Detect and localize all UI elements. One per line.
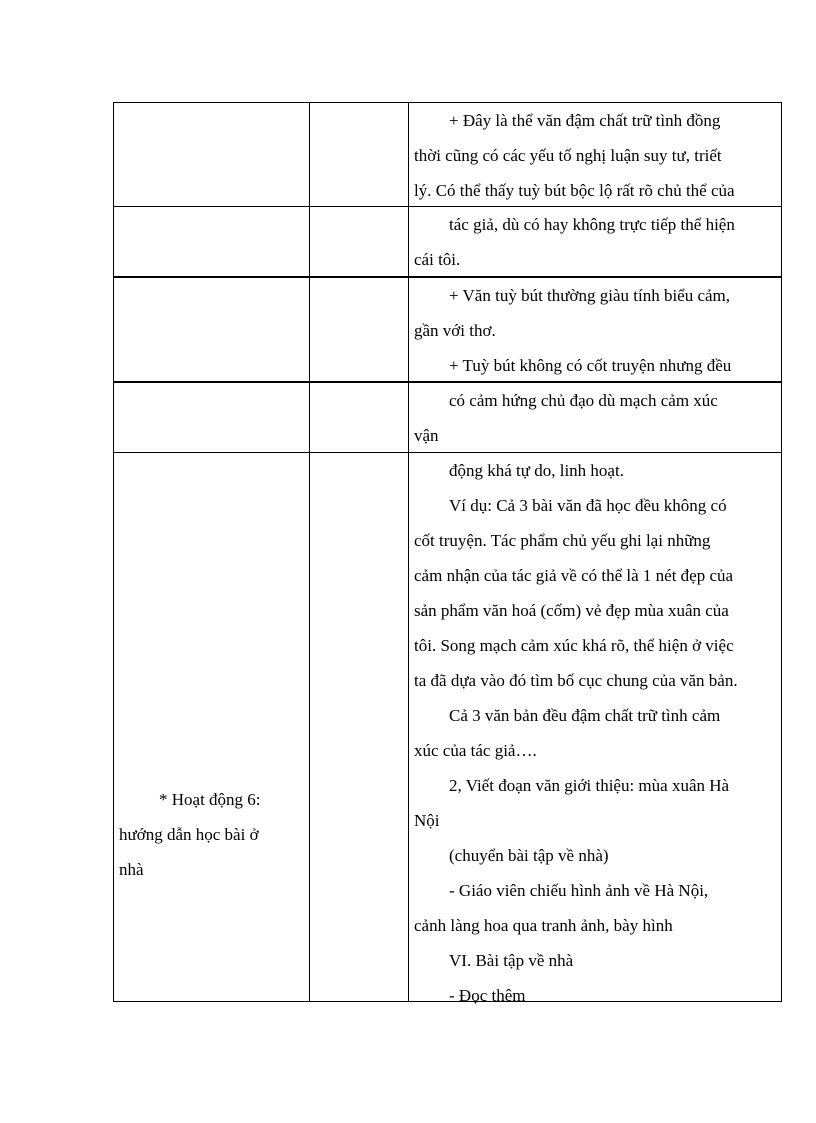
table-row — [114, 381, 782, 452]
text-line: cốt truyện. Tác phẩm chủ yếu ghi lại những — [414, 531, 711, 550]
middle-cell — [310, 207, 409, 276]
text-line: sản phẩm văn hoá (cốm) vẻ đẹp mùa xuân của — [414, 601, 729, 620]
text-line: Cả 3 văn bản đều đậm chất trữ tình cảm — [449, 706, 721, 725]
activity-line: nhà — [119, 860, 144, 879]
activity-title: * Hoạt động 6: — [159, 790, 261, 809]
text-line: cái tôi. — [414, 250, 461, 269]
text-line: động khá tự do, linh hoạt. — [449, 461, 624, 480]
activity-cell — [114, 103, 310, 206]
text-line: (chuyển bài tập về nhà) — [449, 846, 609, 865]
activity-cell — [114, 207, 310, 276]
activity-line: hướng dẫn học bài ở — [119, 825, 259, 844]
activity-cell — [114, 278, 310, 381]
table-row — [114, 276, 782, 381]
text-line: có cảm hứng chủ đạo dù mạch cảm xúc — [449, 391, 718, 410]
middle-cell — [310, 383, 409, 452]
text-line: xúc của tác giả…. — [414, 741, 537, 760]
text-line: + Văn tuỳ bút thường giàu tính biểu cảm, — [449, 286, 731, 305]
activity-cell — [114, 383, 310, 452]
text-line: ta đã dựa vào đó tìm bố cục chung của văn bản. — [414, 671, 738, 690]
text-line: - Đọc thêm — [449, 986, 526, 1005]
text-line: Ví dụ: Cả 3 bài văn đã học đều không có — [449, 496, 727, 515]
text-line: - Giáo viên chiếu hình ảnh về Hà Nội, — [449, 881, 709, 900]
middle-cell — [310, 278, 409, 381]
text-line: + Tuỳ bút không có cốt truyện nhưng đều — [449, 356, 732, 375]
text-line: Nội — [414, 811, 440, 830]
middle-cell — [310, 103, 409, 206]
lesson-table — [113, 102, 782, 1005]
text-line: thời cũng có các yếu tố nghị luận suy tư, triết — [414, 146, 722, 165]
text-line: cảm nhận của tác giả về có thể là 1 nét đẹp của — [414, 566, 734, 585]
text-line: + Đây là thể văn đậm chất trữ tình đồng — [449, 111, 721, 130]
content-cell — [409, 207, 782, 276]
text-line: lý. Có thể thấy tuỳ bút bộc lộ rất rõ chủ thể của — [414, 181, 735, 200]
text-line: tác giả, dù có hay không trực tiếp thể hiện — [449, 215, 735, 234]
text-line: gần với thơ. — [414, 321, 496, 340]
content-cell — [409, 103, 782, 206]
table-row — [114, 102, 782, 206]
content-cell — [409, 383, 782, 452]
text-line: vận — [414, 426, 439, 445]
table-row — [114, 206, 782, 276]
text-line: tôi. Song mạch cảm xúc khá rõ, thể hiện ở việc — [414, 636, 734, 655]
content-cell — [409, 453, 782, 1005]
text-line: cảnh làng hoa qua tranh ảnh, bày hình — [414, 916, 673, 935]
table-row — [114, 452, 782, 1005]
text-line: VI. Bài tập về nhà — [449, 951, 574, 970]
middle-cell — [310, 453, 409, 1001]
activity-cell — [114, 453, 310, 1001]
content-cell — [409, 278, 782, 381]
text-line: 2, Viết đoạn văn giới thiệu: mùa xuân Hà — [449, 776, 730, 795]
